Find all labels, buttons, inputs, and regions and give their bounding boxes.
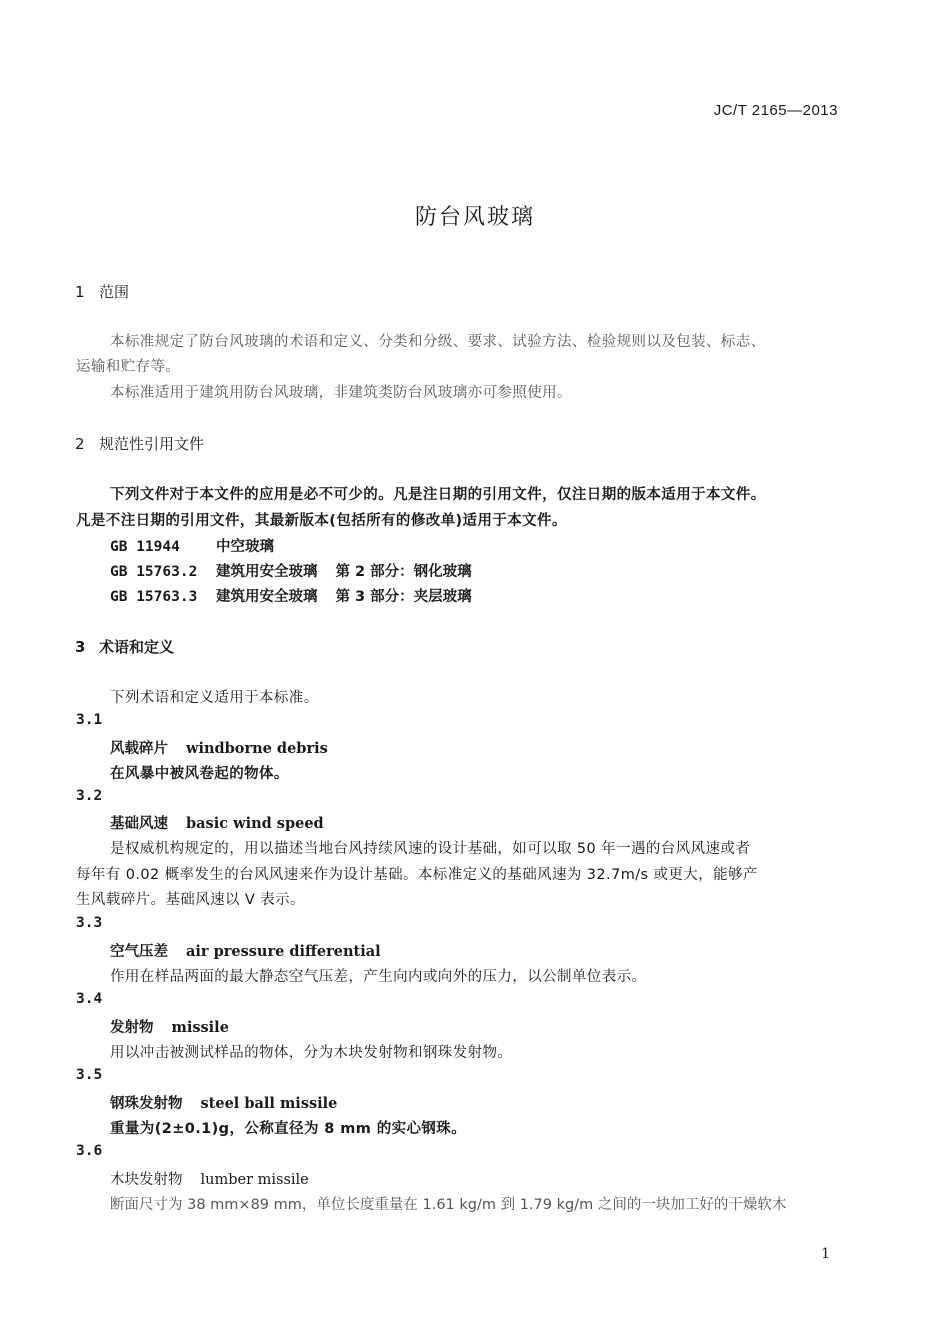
standard-code: JC/T 2165—2013 — [713, 102, 838, 119]
term-heading — [110, 812, 324, 833]
term-definition-line: 作用在样品两面的最大静态空气压差，产生向内或向外的压力，以公制单位表示。 — [110, 969, 647, 985]
section-number: 1 — [75, 283, 85, 301]
section-title: 范围 — [99, 283, 130, 301]
term-definition-line: 在风暴中被风卷起的物体。 — [110, 766, 289, 782]
term-chinese: 发射物 — [110, 1020, 154, 1036]
terms-intro: 下列术语和定义适用于本标准。 — [110, 690, 319, 706]
reference-title: 中空玻璃 — [216, 539, 274, 555]
term-definition-line: 是权威机构规定的，用以描述当地台风持续风速的设计基础，如可以取 50 年一遇的台风风速或者 — [110, 841, 751, 857]
term-heading — [110, 940, 381, 961]
reference-code: GB 11944 — [110, 539, 180, 555]
reference-code: GB 15763.3 — [110, 589, 198, 605]
term-chinese: 风载碎片 — [110, 741, 168, 757]
reference-part: 第 3 部分：夹层玻璃 — [335, 589, 472, 605]
reference-title: 建筑用安全玻璃 — [216, 589, 318, 605]
section-number: 2 — [75, 435, 85, 453]
reference-title: 建筑用安全玻璃 — [216, 564, 318, 580]
term-english: basic wind speed — [186, 815, 324, 832]
term-chinese: 空气压差 — [110, 944, 168, 960]
section-title: 规范性引用文件 — [99, 435, 205, 453]
term-chinese: 钢珠发射物 — [110, 1096, 183, 1112]
term-number: 3.5 — [76, 1067, 103, 1083]
term-chinese: 木块发射物 — [110, 1172, 183, 1188]
reference-item — [110, 585, 472, 606]
section-title: 术语和定义 — [99, 638, 175, 656]
page-number: 1 — [821, 1246, 830, 1262]
scope-paragraph-line: 本标准规定了防台风玻璃的术语和定义、分类和分级、要求、试验方法、检验规则以及包装、标志、 — [110, 334, 766, 350]
term-number: 3.1 — [76, 712, 103, 728]
section-3-heading — [75, 636, 174, 657]
document-title: 防台风玻璃 — [414, 205, 535, 230]
term-heading — [110, 1016, 229, 1037]
section-number: 3 — [75, 638, 86, 656]
term-number: 3.6 — [76, 1143, 103, 1159]
reference-part: 第 2 部分：钢化玻璃 — [335, 564, 472, 580]
term-english: missile — [171, 1019, 229, 1036]
section-1-heading — [75, 281, 129, 302]
term-definition-line: 重量为(2±0.1)g，公称直径为 8 mm 的实心钢珠。 — [110, 1121, 467, 1137]
term-english: steel ball missile — [200, 1095, 338, 1112]
term-number: 3.2 — [76, 788, 103, 804]
term-english: lumber missile — [200, 1172, 309, 1188]
term-english: windborne debris — [186, 740, 328, 757]
reference-code: GB 15763.2 — [110, 564, 198, 580]
scope-paragraph-line: 本标准适用于建筑用防台风玻璃，非建筑类防台风玻璃亦可参照使用。 — [110, 385, 572, 401]
term-definition-line: 生风载碎片。基础风速以 V 表示。 — [76, 892, 305, 908]
term-number: 3.4 — [76, 991, 103, 1007]
term-heading — [110, 1168, 309, 1189]
term-heading — [110, 737, 328, 758]
term-english: air pressure differential — [186, 943, 381, 960]
references-paragraph-line: 凡是不注日期的引用文件，其最新版本(包括所有的修改单)适用于本文件。 — [76, 513, 567, 529]
section-2-heading — [75, 433, 204, 454]
term-definition-line: 每年有 0.02 概率发生的台风风速来作为设计基础。本标准定义的基础风速为 32.7m/s 或更大，能够产 — [76, 867, 758, 883]
reference-item — [110, 560, 472, 581]
term-heading — [110, 1092, 337, 1113]
reference-item — [110, 535, 274, 556]
references-paragraph-line: 下列文件对于本文件的应用是必不可少的。凡是注日期的引用文件，仅注日期的版本适用于本文件。 — [110, 487, 766, 503]
scope-paragraph-line: 运输和贮存等。 — [76, 359, 181, 375]
term-definition-line: 用以冲击被测试样品的物体，分为木块发射物和钢珠发射物。 — [110, 1045, 513, 1061]
term-number: 3.3 — [76, 915, 103, 931]
term-definition-line: 断面尺寸为 38 mm×89 mm，单位长度重量在 1.61 kg/m 到 1.79 kg/m 之间的一块加工好的干燥软木 — [110, 1197, 787, 1213]
term-chinese: 基础风速 — [110, 816, 168, 832]
